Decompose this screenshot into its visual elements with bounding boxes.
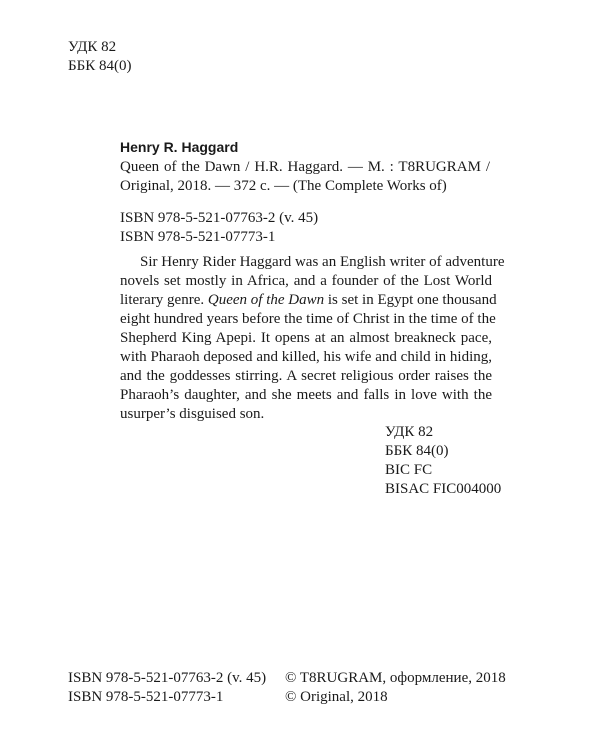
biblio-line: Original, 2018. — 372 c. — (The Complete Works of) [120,178,447,194]
book-abstract [120,253,505,424]
abstract-line: Pharaoh’s daughter, and she meets and falls in love with the [120,387,492,403]
abstract-line: eight hundred years before the time of Christ in the time of the [120,311,496,327]
copyright-original: © Original, 2018 [285,689,388,705]
abstract-text: is set in Egypt one thousand [324,292,497,308]
abstract-line: usurper’s disguised son. [120,406,265,422]
biblio-line: Queen of the Dawn / H.R. Haggard. — M. : T8RUGRAM / [120,159,490,175]
abstract-text: literary genre. [120,292,208,308]
footer-isbn-series: ISBN 978-5-521-07773-1 [68,689,224,705]
abstract-line: and the goddesses stirring. A secret religious order raises the [120,368,492,384]
classification-codes [385,423,501,499]
bbk-code: ББК 84(0) [385,443,449,459]
abstract-line: Shepherd King Apepi. It opens at an almost breakneck pace, [120,330,492,346]
isbn-series: ISBN 978-5-521-07773-1 [120,229,276,245]
abstract-line: with Pharaoh deposed and killed, his wife and child in hiding, [120,349,492,365]
bibliographic-record [120,158,490,196]
bic-code: BIC FC [385,462,433,478]
footer-copyrights [285,669,506,707]
abstract-line: novels set mostly in Africa, and a founder of the Lost World [120,273,492,289]
udk-code: УДК 82 [385,424,434,440]
footer-isbns [68,669,266,707]
author-name: Henry R. Haggard [120,139,239,155]
footer-isbn-volume: ISBN 978-5-521-07763-2 (v. 45) [68,670,267,686]
bisac-code: BISAC FIC004000 [385,481,502,497]
abstract-line: Sir Henry Rider Haggard was an English writer of adventure [140,254,505,270]
isbn-block [120,209,318,247]
abstract-line [120,291,497,310]
isbn-volume: ISBN 978-5-521-07763-2 (v. 45) [120,210,319,226]
top-classification-codes [68,38,131,76]
udk-code: УДК 82 [68,39,117,55]
copyright-publisher: © T8RUGRAM, оформление, 2018 [285,670,506,686]
book-title-italic: Queen of the Dawn [207,292,325,308]
bbk-code: ББК 84(0) [68,58,132,74]
